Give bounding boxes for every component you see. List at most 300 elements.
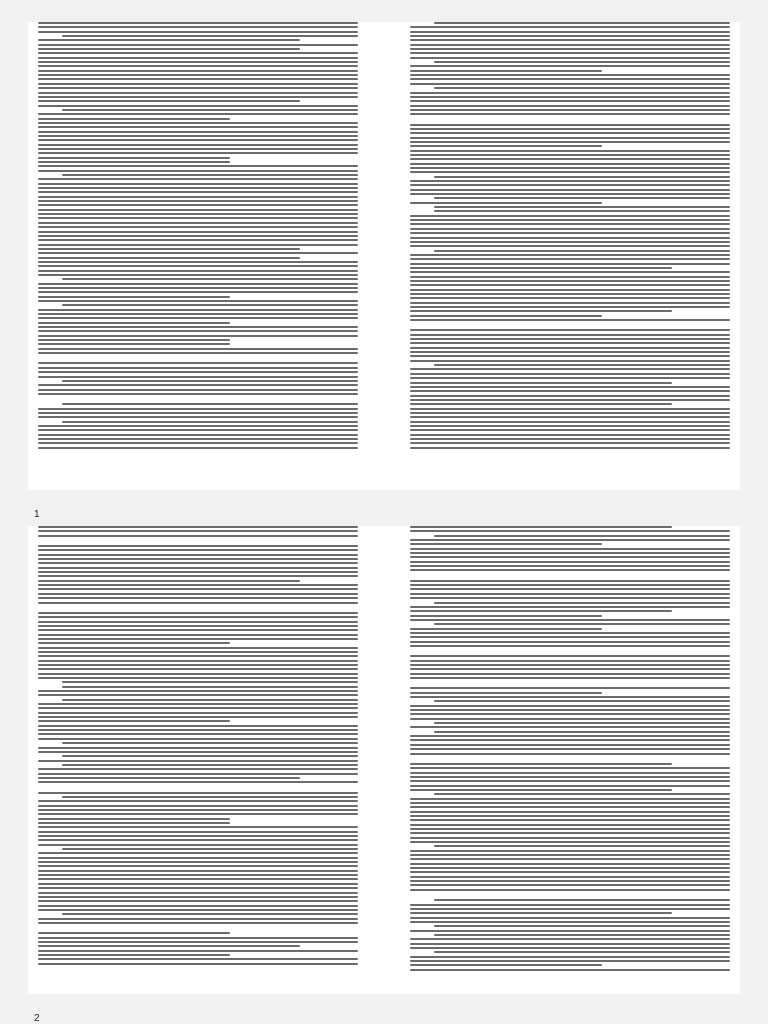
text-line — [38, 352, 358, 354]
text-line — [38, 48, 300, 50]
text-line — [38, 844, 358, 846]
text-line — [410, 569, 730, 571]
text-line — [410, 960, 730, 962]
text-line — [38, 677, 358, 679]
text-line — [38, 92, 358, 94]
text-line — [410, 692, 602, 694]
paragraph-gap — [410, 118, 730, 124]
text-line — [410, 539, 730, 541]
text-line — [410, 867, 730, 869]
text-line — [38, 65, 358, 67]
text-line — [38, 274, 358, 276]
text-line — [410, 232, 730, 234]
text-line — [38, 958, 358, 960]
text-line — [38, 74, 358, 76]
text-line — [38, 651, 358, 653]
text-line — [410, 48, 730, 50]
page-1-left-column — [38, 22, 358, 451]
text-line — [38, 416, 358, 418]
text-line — [38, 248, 300, 250]
text-line — [38, 857, 358, 859]
text-line — [410, 802, 730, 804]
text-line — [410, 526, 672, 528]
text-line — [38, 348, 358, 350]
text-line — [62, 755, 358, 757]
text-line — [410, 403, 672, 405]
text-line — [38, 792, 358, 794]
text-line — [38, 200, 358, 202]
text-line — [410, 969, 730, 971]
text-line — [410, 276, 730, 278]
text-line — [38, 932, 230, 934]
text-line — [410, 947, 730, 949]
text-line — [410, 342, 730, 344]
text-line — [410, 35, 730, 37]
text-line — [38, 83, 358, 85]
text-line — [38, 144, 358, 146]
text-line — [62, 796, 358, 798]
page-number: 1 — [34, 509, 40, 520]
text-line — [410, 373, 730, 375]
text-line — [410, 258, 730, 260]
text-line — [410, 850, 730, 852]
text-line — [38, 554, 358, 556]
page-number: 2 — [34, 1013, 40, 1024]
text-line — [62, 421, 358, 423]
text-line — [38, 945, 300, 947]
text-line — [410, 167, 730, 169]
text-line — [410, 193, 730, 195]
text-line — [410, 310, 672, 312]
text-line — [410, 425, 730, 427]
text-line — [38, 161, 230, 163]
text-line — [38, 330, 358, 332]
text-line — [434, 210, 730, 212]
text-line — [410, 645, 730, 647]
text-line — [38, 376, 358, 378]
text-line — [38, 642, 230, 644]
text-line — [38, 412, 358, 414]
text-line — [434, 722, 730, 724]
text-line — [38, 283, 358, 285]
text-line — [38, 668, 358, 670]
text-line — [410, 824, 730, 826]
text-line — [38, 720, 230, 722]
text-line — [410, 628, 602, 630]
text-line — [410, 57, 730, 59]
text-line — [410, 52, 730, 54]
text-line — [38, 883, 358, 885]
text-line — [38, 371, 358, 373]
text-line — [38, 870, 358, 872]
text-line — [410, 530, 730, 532]
text-line — [62, 681, 358, 683]
text-line — [434, 793, 730, 795]
text-line — [38, 317, 358, 319]
text-line — [410, 334, 730, 336]
text-line — [38, 126, 358, 128]
text-line — [410, 876, 730, 878]
text-line — [434, 845, 730, 847]
text-line — [410, 202, 602, 204]
text-line — [410, 889, 730, 891]
text-line — [410, 329, 730, 331]
text-line — [38, 191, 358, 193]
text-line — [38, 878, 358, 880]
text-line — [410, 254, 730, 256]
text-line — [38, 252, 358, 254]
page-2-right-column — [410, 526, 730, 973]
text-line — [410, 713, 730, 715]
text-line — [38, 235, 358, 237]
text-line — [410, 655, 730, 657]
text-line — [410, 739, 730, 741]
text-line — [410, 158, 730, 160]
text-line — [410, 593, 730, 595]
text-line — [410, 718, 730, 720]
text-line — [410, 347, 730, 349]
text-line — [410, 588, 730, 590]
text-line — [410, 748, 730, 750]
text-line — [38, 183, 358, 185]
text-line — [410, 556, 730, 558]
text-line — [38, 322, 230, 324]
text-line — [38, 616, 358, 618]
text-line — [410, 548, 730, 550]
text-line — [38, 839, 358, 841]
text-line — [38, 139, 358, 141]
text-line — [434, 925, 730, 927]
text-line — [38, 52, 358, 54]
text-line — [38, 61, 358, 63]
text-line — [62, 742, 358, 744]
text-line — [38, 835, 358, 837]
text-line — [38, 367, 358, 369]
text-line — [38, 597, 358, 599]
text-line — [38, 580, 300, 582]
text-line — [38, 887, 358, 889]
text-line — [410, 338, 730, 340]
text-line — [38, 729, 358, 731]
text-line — [38, 152, 358, 154]
text-line — [38, 326, 358, 328]
text-line — [410, 150, 730, 152]
text-line — [38, 209, 358, 211]
text-line — [410, 636, 730, 638]
text-line — [38, 339, 230, 341]
text-line — [410, 78, 730, 80]
text-line — [410, 215, 730, 217]
text-line — [38, 300, 358, 302]
text-line — [38, 362, 358, 364]
text-line — [38, 131, 358, 133]
text-line — [410, 789, 672, 791]
text-line — [38, 634, 358, 636]
text-line — [410, 442, 730, 444]
paragraph-gap — [410, 757, 730, 763]
text-line — [38, 122, 358, 124]
text-line — [434, 535, 730, 537]
text-line — [410, 884, 730, 886]
text-line — [62, 35, 358, 37]
text-line — [410, 302, 730, 304]
text-line — [38, 777, 300, 779]
text-line — [410, 39, 730, 41]
text-line — [410, 811, 730, 813]
text-line — [410, 171, 730, 173]
text-line — [410, 284, 730, 286]
text-line — [410, 351, 730, 353]
text-line — [38, 165, 358, 167]
text-line — [38, 655, 358, 657]
text-line — [38, 187, 358, 189]
paragraph-gap — [410, 574, 730, 580]
text-line — [38, 287, 358, 289]
text-line — [38, 822, 230, 824]
text-line — [410, 109, 730, 111]
text-line — [38, 716, 358, 718]
text-line — [38, 922, 358, 924]
text-line — [38, 78, 358, 80]
text-line — [434, 206, 730, 208]
text-line — [62, 403, 358, 405]
text-line — [38, 751, 358, 753]
document-page-2 — [28, 526, 740, 1024]
text-line — [38, 213, 358, 215]
text-line — [38, 896, 358, 898]
text-line — [38, 44, 358, 46]
text-line — [410, 223, 730, 225]
text-line — [38, 612, 358, 614]
text-line — [410, 767, 730, 769]
text-line — [38, 712, 358, 714]
text-line — [410, 355, 730, 357]
text-line — [434, 87, 730, 89]
text-line — [38, 567, 358, 569]
text-line — [410, 100, 730, 102]
text-line — [38, 26, 358, 28]
text-line — [38, 429, 358, 431]
text-line — [410, 904, 730, 906]
text-line — [410, 408, 730, 410]
text-line — [410, 154, 730, 156]
text-line — [410, 610, 672, 612]
text-line — [38, 733, 358, 735]
text-line — [410, 315, 602, 317]
text-line — [410, 938, 730, 940]
text-line — [38, 434, 358, 436]
text-line — [62, 686, 358, 688]
text-line — [410, 319, 730, 321]
text-line — [410, 776, 730, 778]
text-line — [38, 909, 358, 911]
text-line — [38, 148, 358, 150]
text-line — [38, 393, 358, 395]
text-line — [434, 61, 730, 63]
text-line — [410, 785, 730, 787]
text-line — [38, 270, 358, 272]
text-line — [410, 105, 730, 107]
paragraph-gap — [38, 606, 358, 612]
text-line — [410, 964, 602, 966]
text-line — [38, 773, 358, 775]
text-line — [410, 132, 730, 134]
text-line — [434, 700, 730, 702]
text-line — [410, 726, 730, 728]
text-line — [38, 31, 358, 33]
text-line — [38, 918, 358, 920]
text-line — [410, 921, 730, 923]
text-line — [410, 668, 730, 670]
text-line — [38, 954, 230, 956]
text-line — [410, 580, 730, 582]
text-line — [38, 178, 358, 180]
text-line — [38, 408, 358, 410]
text-line — [410, 416, 730, 418]
text-line — [38, 222, 358, 224]
text-line — [434, 934, 730, 936]
text-line — [38, 226, 358, 228]
text-line — [38, 892, 358, 894]
text-line — [434, 951, 730, 953]
text-line — [410, 65, 730, 67]
text-line — [410, 145, 602, 147]
text-line — [410, 615, 602, 617]
text-line — [410, 841, 730, 843]
text-line — [434, 176, 730, 178]
text-line — [38, 660, 358, 662]
text-line — [38, 963, 358, 965]
text-line — [38, 196, 358, 198]
text-line — [38, 826, 358, 828]
text-line — [38, 725, 358, 727]
text-line — [410, 798, 730, 800]
text-line — [38, 805, 358, 807]
text-line — [410, 280, 730, 282]
text-line — [38, 343, 230, 345]
text-line — [410, 141, 730, 143]
text-line — [38, 447, 358, 449]
text-line — [410, 832, 730, 834]
text-line — [410, 696, 730, 698]
text-line — [410, 705, 730, 707]
text-line — [410, 219, 730, 221]
text-line — [38, 694, 358, 696]
text-line — [434, 623, 730, 625]
text-line — [410, 360, 730, 362]
text-line — [38, 703, 358, 705]
text-line — [410, 137, 730, 139]
text-line — [62, 699, 358, 701]
text-line — [434, 22, 730, 24]
text-line — [410, 390, 730, 392]
text-line — [410, 297, 730, 299]
text-line — [410, 293, 730, 295]
text-line — [410, 263, 730, 265]
text-line — [38, 874, 358, 876]
text-line — [38, 70, 358, 72]
text-line — [410, 673, 730, 675]
text-line — [410, 26, 730, 28]
text-line — [38, 265, 358, 267]
text-line — [410, 306, 730, 308]
text-line — [38, 629, 358, 631]
text-line — [410, 44, 730, 46]
text-line — [38, 937, 358, 939]
text-line — [38, 384, 358, 386]
text-line — [434, 197, 730, 199]
text-line — [410, 128, 730, 130]
text-line — [38, 309, 358, 311]
text-line — [410, 880, 730, 882]
text-line — [38, 100, 300, 102]
text-line — [410, 189, 730, 191]
text-line — [434, 602, 730, 604]
text-line — [38, 335, 358, 337]
text-line — [410, 858, 730, 860]
text-line — [38, 296, 230, 298]
text-line — [410, 943, 730, 945]
text-line — [410, 434, 730, 436]
text-line — [410, 606, 730, 608]
text-line — [38, 707, 358, 709]
text-line — [38, 905, 358, 907]
text-line — [38, 738, 358, 740]
text-line — [38, 950, 358, 952]
text-line — [62, 380, 358, 382]
text-line — [38, 105, 358, 107]
text-line — [38, 170, 358, 172]
text-line — [38, 673, 358, 675]
text-line — [38, 571, 358, 573]
text-line — [410, 584, 730, 586]
page-1-right-column — [410, 22, 730, 451]
text-line — [38, 239, 358, 241]
text-line — [410, 245, 730, 247]
text-line — [410, 565, 730, 567]
text-line — [38, 530, 358, 532]
text-line — [38, 291, 358, 293]
text-line — [410, 815, 730, 817]
text-line — [38, 57, 358, 59]
text-line — [62, 304, 358, 306]
text-line — [38, 157, 230, 159]
text-line — [410, 641, 730, 643]
text-line — [410, 744, 730, 746]
text-line — [410, 619, 730, 621]
text-line — [410, 561, 730, 563]
text-line — [410, 438, 730, 440]
text-line — [38, 204, 358, 206]
text-line — [410, 819, 730, 821]
text-line — [38, 781, 358, 783]
text-line — [38, 438, 358, 440]
text-line — [410, 930, 730, 932]
text-line — [410, 763, 672, 765]
text-line — [38, 231, 358, 233]
text-line — [410, 912, 672, 914]
text-line — [410, 837, 730, 839]
text-line — [410, 687, 730, 689]
text-line — [38, 257, 300, 259]
text-line — [38, 941, 358, 943]
text-line — [38, 647, 358, 649]
text-line — [410, 184, 730, 186]
text-line — [410, 772, 730, 774]
text-line — [38, 809, 358, 811]
text-line — [38, 389, 358, 391]
text-line — [38, 625, 358, 627]
